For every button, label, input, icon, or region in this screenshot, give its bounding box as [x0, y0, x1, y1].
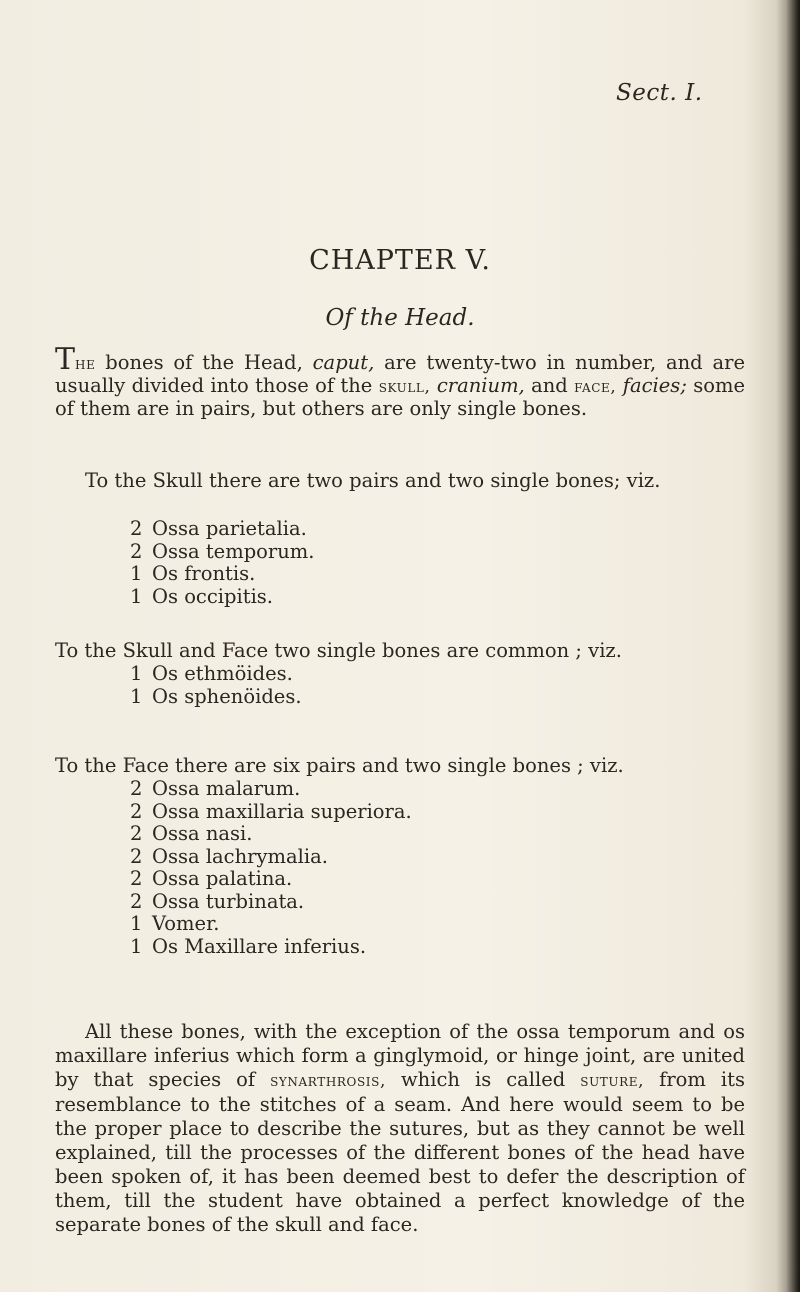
face-bones-list [130, 778, 412, 958]
bone-count: 2 [130, 517, 143, 540]
running-head: Sect. I. [616, 80, 703, 106]
bone-count: 2 [130, 822, 143, 845]
bone-count: 1 [130, 662, 143, 685]
bone-name: Ossa nasi. [152, 822, 253, 845]
intro-he: he [75, 354, 96, 374]
bone-name: Os Maxillare inferius. [152, 934, 367, 958]
list-item [130, 913, 412, 936]
closing-part3: from its resemblance to the stitches of a seam. And here would seem to be the proper place to describe the sutures, but as they cannot be well explained, till the processes of the different bones of the head have been spoken of, it has been deemed best to defer the description of them, till the student have obtained a perfect knowledge of the separate bones of the skull and face. [55, 1068, 745, 1236]
bone-count: 1 [130, 912, 143, 935]
list-item [130, 686, 302, 709]
bone-count: 1 [130, 684, 143, 708]
skull-bones-list [130, 518, 314, 608]
bone-count: 1 [130, 562, 143, 585]
list-item [130, 778, 412, 801]
bone-count: 2 [130, 867, 143, 890]
bone-name: Ossa lachrymalia. [152, 844, 328, 868]
common-bones-list [130, 663, 302, 708]
bone-count: 2 [130, 844, 143, 868]
closing-paragraph [55, 1020, 745, 1237]
intro-and: and [524, 374, 568, 397]
closing-part1: All these bones, with the exception of the ossa temporum and os maxillare inferius which form a ginglymoid, or hinge joint, are united by that species of [55, 1020, 745, 1091]
list-item [130, 541, 314, 564]
closing-suture: suture, [580, 1071, 645, 1091]
face-intro: To the Face there are six pairs and two single bones ; viz. [55, 754, 624, 777]
bone-name: Ossa malarum. [152, 777, 301, 800]
bone-name: Ossa parietalia. [152, 517, 307, 540]
list-item [130, 586, 314, 609]
intro-part1: bones of the Head, [95, 351, 313, 374]
closing-part2: which is called [385, 1068, 581, 1091]
bone-count: 2 [130, 777, 143, 800]
common-intro: To the Skull and Face two single bones are common ; viz. [55, 639, 622, 662]
list-item [130, 936, 412, 959]
bone-count: 2 [130, 539, 143, 563]
list-item [130, 846, 412, 869]
bone-count: 1 [130, 584, 143, 608]
list-item [130, 891, 412, 914]
list-item [130, 563, 314, 586]
bone-name: Ossa maxillaria superiora. [152, 799, 412, 823]
list-item [130, 823, 412, 846]
chapter-subtitle: Of the Head. [325, 305, 475, 331]
bone-name: Vomer. [152, 912, 220, 935]
chapter-title: CHAPTER V. [309, 245, 491, 276]
list-item [130, 868, 412, 891]
intro-paragraph [55, 342, 746, 420]
bone-name: Os sphenöides. [152, 684, 302, 708]
intro-skull: skull, [378, 377, 431, 397]
closing-synarthrosis: synarthrosis, [270, 1071, 386, 1091]
intro-cranium: cranium, [436, 374, 525, 397]
bone-name: Ossa turbinata. [152, 889, 305, 913]
intro-face: face, [574, 377, 617, 397]
intro-caput: caput, [312, 351, 375, 374]
bone-name: Ossa temporum. [152, 539, 315, 563]
bone-name: Os ethmöides. [152, 662, 293, 685]
intro-part3: some of them are in pairs, but others are only single bones. [55, 374, 746, 420]
skull-intro: To the Skull there are two pairs and two single bones; viz. [85, 469, 661, 492]
bone-count: 2 [130, 889, 143, 913]
bone-name: Ossa palatina. [152, 867, 293, 890]
list-item [130, 518, 314, 541]
bone-count: 1 [130, 934, 143, 958]
list-item [130, 801, 412, 824]
intro-part2: are twenty-two in number, and are usually divided into those of the [55, 351, 745, 397]
bone-name: Os frontis. [152, 562, 256, 585]
list-item [130, 663, 302, 686]
bone-name: Os occipitis. [152, 584, 274, 608]
intro-facies: facies; [622, 374, 687, 397]
page-edge-shadow [786, 0, 800, 1292]
bone-count: 2 [130, 799, 143, 823]
drop-cap: T [55, 342, 76, 377]
